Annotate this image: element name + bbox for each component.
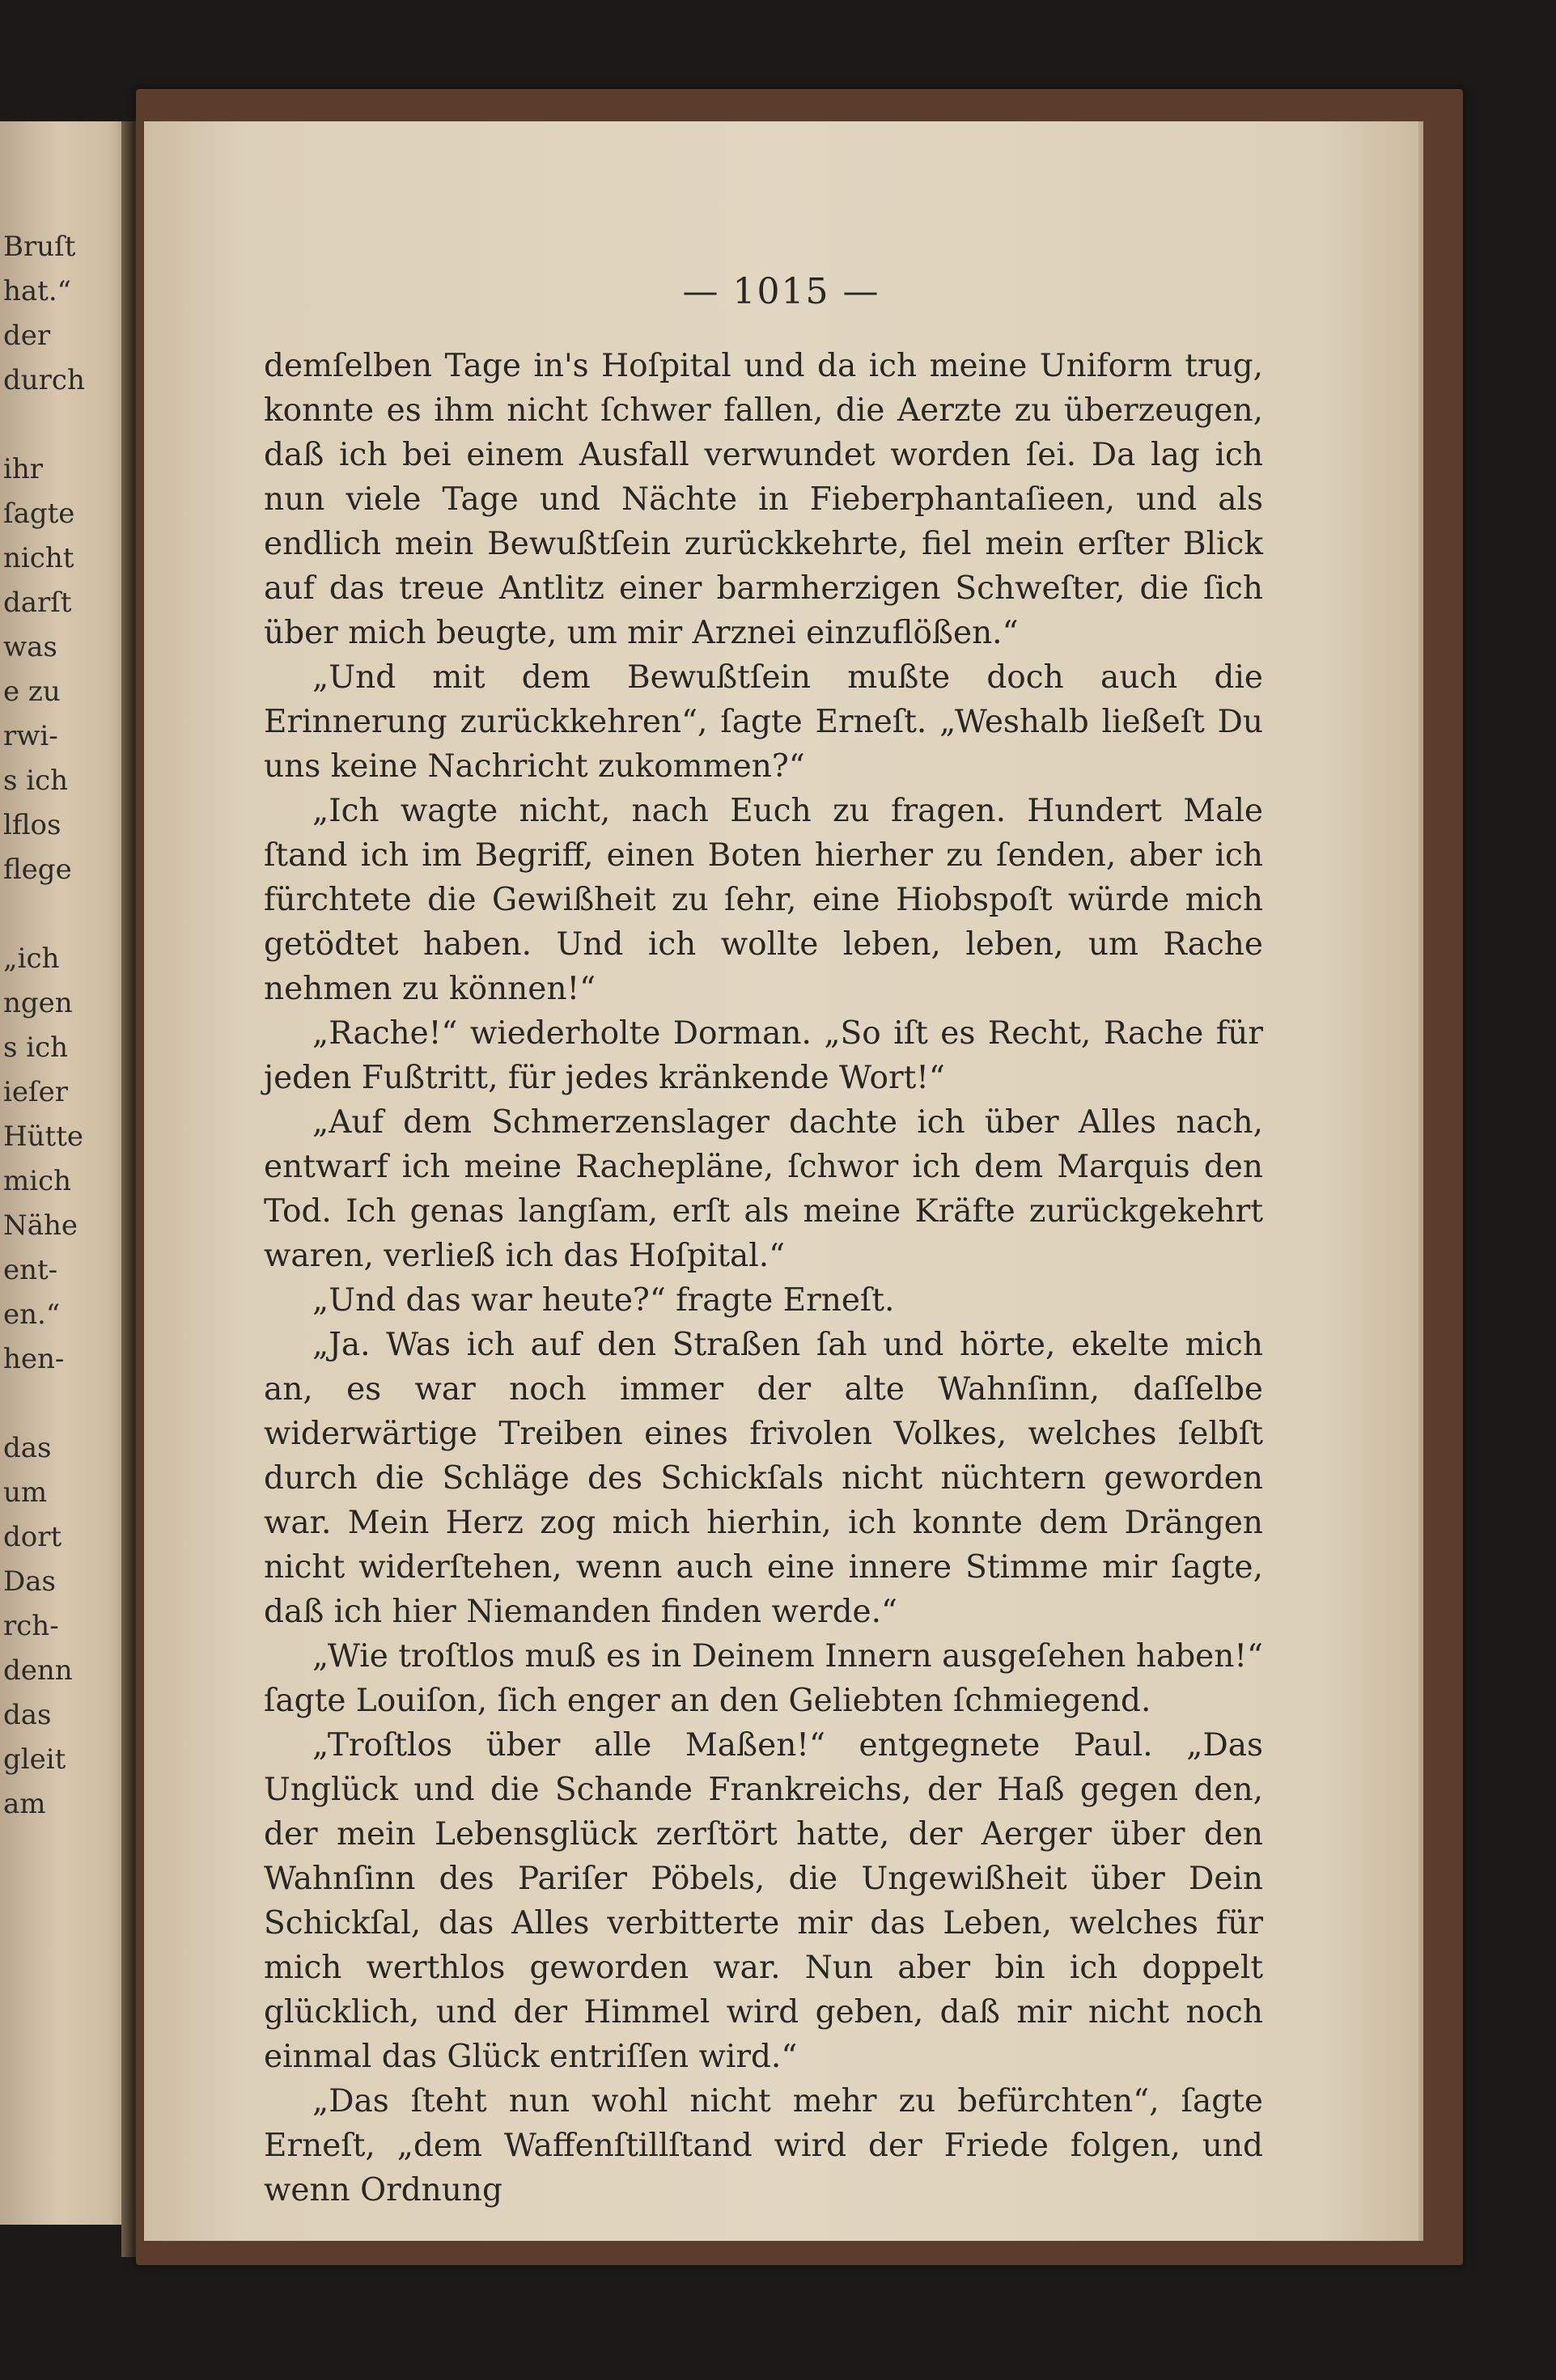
right-page — [144, 121, 1423, 2241]
left-page-text-fragment: mich — [3, 1165, 72, 1197]
left-page-text-fragment: ſagte — [3, 498, 75, 530]
left-page-text-fragment: Bruſt — [3, 231, 76, 263]
left-page-text-fragment: durch — [3, 364, 85, 396]
left-page-text-fragment: was — [3, 631, 57, 663]
left-page-text-fragment: das — [3, 1432, 52, 1464]
left-page-text-fragment: hen- — [3, 1343, 65, 1375]
left-facing-page — [0, 121, 129, 2225]
page-number: — 1015 — — [682, 271, 880, 312]
left-page-text-fragment: ent- — [3, 1254, 58, 1286]
left-page-text-fragment: lflos — [3, 809, 61, 841]
left-page-text-fragment: Hütte — [3, 1120, 83, 1153]
paragraph: „Auf dem Schmerzenslager dachte ich über Alles nach, entwarf ich meine Rachepläne, ſchwor ich dem Marquis den Tod. Ich genas langſam, erſt als meine Kräfte zurückgekehrt waren, verließ ich das Hoſpital.“ — [264, 1104, 1263, 1274]
left-page-text-fragment: ihr — [3, 453, 44, 485]
paragraph: demſelben Tage in's Hoſpital und da ich meine Uniform trug, konnte es ihm nicht ſchwer fallen, die Aerzte zu überzeugen, daß ich bei einem Ausfall verwundet worden ſei. Da lag ich nun viele Tage und Nächte in Fieberphantaſieen, und als endlich mein Bewußtſein zurückkehrte, fiel mein erſter Blick auf das treue Antlitz einer barmherzigen Schweſter, die ſich über mich beugte, um mir Arznei einzuflößen.“ — [264, 348, 1263, 651]
left-page-text-fragment: ieſer — [3, 1076, 68, 1108]
left-page-text-fragment: denn — [3, 1654, 73, 1687]
left-page-text-fragment: das — [3, 1699, 52, 1731]
paragraph: „Ja. Was ich auf den Straßen ſah und hörte, ekelte mich an, es war noch immer der alte Wahnſinn, daſſelbe widerwärtige Treiben eines frivolen Volkes, welches ſelbſt durch die Schläge des Schickſals nicht nüchtern geworden war. Mein Herz zog mich hierhin, ich konnte dem Drängen nicht widerſtehen, wenn auch eine innere Stimme mir ſagte, daß ich hier Niemanden finden werde.“ — [264, 1327, 1263, 1630]
left-page-text-fragment: Das — [3, 1565, 56, 1598]
left-page-text-fragment: e zu — [3, 675, 61, 708]
left-page-text-fragment: s ich — [3, 1031, 69, 1064]
paragraph: „Und mit dem Bewußtſein mußte doch auch die Erinnerung zurückkehren“, ſagte Erneſt. „Weshalb ließeſt Du uns keine Nachricht zukommen?“ — [264, 659, 1263, 785]
paragraph: „Das ſteht nun wohl nicht mehr zu befürchten“, ſagte Erneſt, „dem Waffenſtillſtand wird der Friede folgen, und wenn Ordnung — [264, 2083, 1263, 2208]
paragraph: „Troſtlos über alle Maßen!“ entgegnete Paul. „Das Unglück und die Schande Frankreichs, der Haß gegen den, der mein Lebensglück zerſtört hatte, der Aerger über den Wahnſinn des Pariſer Pöbels, die Ungewißheit über Dein Schickſal, das Alles verbitterte mir das Leben, welches für mich werthlos geworden war. Nun aber bin ich doppelt glücklich, und der Himmel wird geben, daß mir nicht noch einmal das Glück entriſſen wird.“ — [264, 1727, 1263, 2075]
left-page-text-fragment: nicht — [3, 542, 74, 574]
left-page-text-fragment: Nähe — [3, 1209, 78, 1242]
left-page-text-fragment: „ich — [3, 942, 60, 975]
left-page-text-fragment: s ich — [3, 764, 69, 797]
left-page-text-fragment: dort — [3, 1521, 62, 1553]
left-page-text-fragment: darſt — [3, 587, 72, 619]
left-page-text-fragment: en.“ — [3, 1298, 61, 1331]
left-page-text-fragment: rch- — [3, 1610, 59, 1642]
left-page-text-fragment: hat.“ — [3, 275, 72, 307]
left-page-text-fragment: ngen — [3, 987, 73, 1019]
left-page-text-fragment: um — [3, 1476, 48, 1509]
page-text — [264, 344, 1263, 2213]
left-page-text-fragment: der — [3, 320, 51, 352]
paragraph: „Und das war heute?“ fragte Erneſt. — [312, 1282, 895, 1319]
left-page-text-fragment: flege — [3, 853, 72, 886]
paragraph: „Wie troſtlos muß es in Deinem Innern ausgeſehen haben!“ ſagte Louiſon, ſich enger an den Geliebten ſchmiegend. — [264, 1638, 1263, 1719]
left-page-text-fragment: am — [3, 1788, 46, 1820]
paragraph: „Ich wagte nicht, nach Euch zu fragen. Hundert Male ſtand ich im Begriff, einen Boten hierher zu ſenden, aber ich fürchtete die Gewißheit zu ſehr, eine Hiobspoſt würde mich getödtet haben. Und ich wollte leben, leben, um Rache nehmen zu können!“ — [264, 793, 1263, 1007]
paragraph: „Rache!“ wiederholte Dorman. „So iſt es Recht, Rache für jeden Fußtritt, für jedes kränkende Wort!“ — [264, 1015, 1263, 1096]
left-page-text-fragment: rwi- — [3, 720, 58, 752]
left-page-text-fragment: gleit — [3, 1743, 66, 1776]
